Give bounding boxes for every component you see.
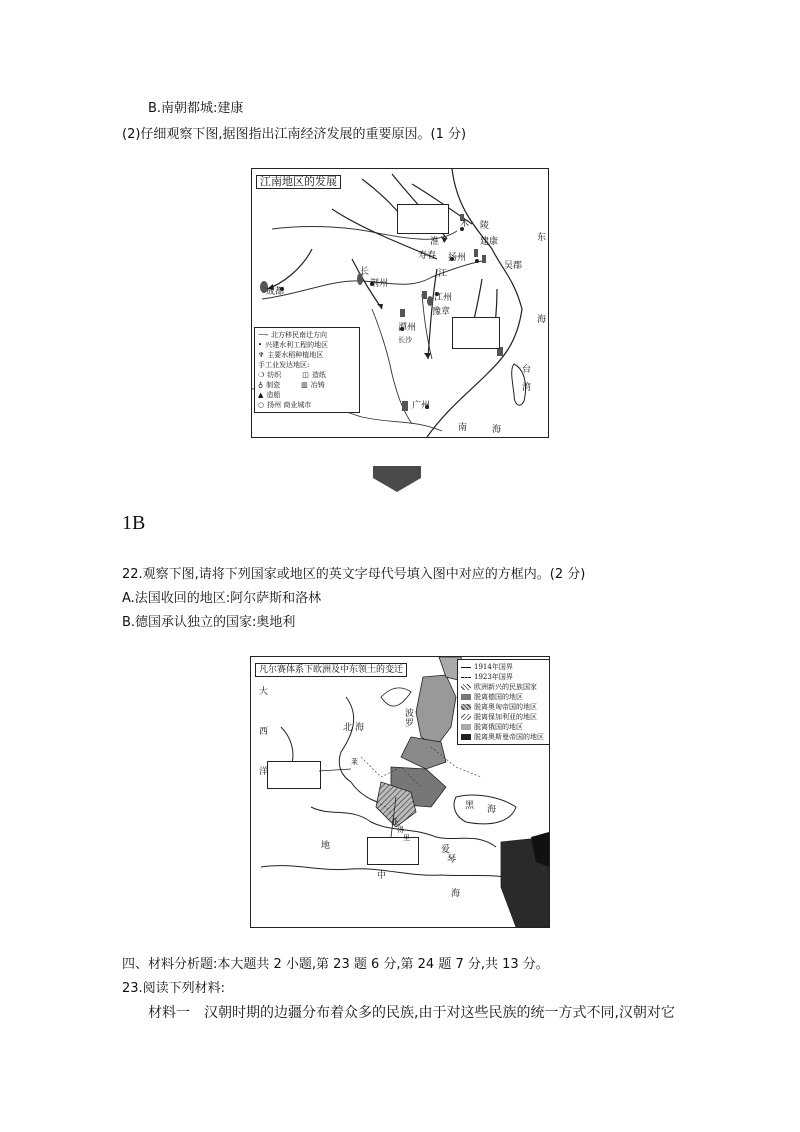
- swatch-icon: [461, 684, 471, 690]
- place-tai: 台: [522, 365, 532, 375]
- legend-row-irrigation: • 兴建水利工程的地区: [258, 341, 329, 349]
- legend-1914-border: 1914年国界: [461, 662, 549, 672]
- legend-row-city: ○ 扬州 商业城市: [258, 401, 312, 409]
- map1-legend: [254, 327, 360, 413]
- smelt-icon: ▥: [301, 381, 308, 389]
- place-zhong: 中: [377, 871, 387, 881]
- legend-row-weave-paper: ❍ 纺织 ◫ 造纸: [258, 371, 326, 379]
- legend-row-migration: ⟶ 北方移民南迁方向: [258, 331, 328, 339]
- ship-icon: ▲: [258, 391, 264, 399]
- place-qin: 琴: [447, 855, 457, 865]
- swatch-icon: [461, 714, 471, 720]
- option-b-text: B.南朝都城:建康: [148, 101, 244, 116]
- answer-text: 1B: [122, 512, 146, 534]
- place-lai: 莱: [351, 758, 358, 766]
- place-jingzhou: 荆州: [370, 279, 389, 289]
- place-hai-med: 海: [451, 889, 461, 899]
- legend-germany: 脱离德国的地区: [461, 692, 549, 702]
- grain-icon: ♆: [258, 351, 265, 359]
- place-dong: 东: [537, 233, 547, 243]
- question-2-prompt: (2)仔细观察下图,据图指出江南经济发展的重要原因。(1 分): [122, 127, 467, 142]
- place-hai-east: 海: [537, 315, 547, 325]
- place-wujun: 吴郡: [504, 261, 523, 271]
- place-bei: 北: [343, 723, 353, 733]
- place-nan: 南: [458, 423, 468, 433]
- place-hai-north: 海: [355, 723, 365, 733]
- place-jiang: 江: [438, 269, 448, 279]
- legend-1923-border: 1923年国界: [461, 672, 549, 682]
- map2-legend: [457, 659, 550, 745]
- migration-arrow-icon: ⟶: [258, 331, 269, 339]
- legend-austria-hungary: 脱离奥匈帝国的地区: [461, 702, 549, 712]
- jiangnan-map: [251, 168, 549, 438]
- place-hai-black: 海: [487, 805, 497, 815]
- dot-icon: •: [258, 341, 263, 349]
- place-ai: 爱: [441, 845, 451, 855]
- legend-ottoman: 脱离奥斯曼帝国的地区: [461, 732, 549, 742]
- legend-row-rice: ♆ 主要水稻种植地区: [258, 351, 324, 359]
- place-yangzhou: 扬州: [448, 253, 467, 263]
- dashed-line-icon: [461, 677, 471, 678]
- swatch-icon: [461, 704, 471, 710]
- place-di: 地: [321, 841, 331, 851]
- place-li: 里: [403, 834, 410, 842]
- map2-title: 凡尔赛体系下欧洲及中东领土的变迁: [255, 663, 407, 677]
- place-changsha: 长沙: [398, 336, 412, 344]
- section-4-heading: 四、材料分析题:本大题共 2 小题,第 23 题 6 分,第 24 题 7 分,共 13 分。: [122, 957, 549, 972]
- legend-russia: 脱离俄国的地区: [461, 722, 549, 732]
- down-arrow-icon: [373, 466, 421, 492]
- swatch-icon: [461, 694, 471, 700]
- place-shouchun: 寿春: [418, 251, 437, 261]
- place-jiankang: 建康: [480, 237, 499, 247]
- place-chengdu: 成都: [266, 287, 285, 297]
- legend-row-ship: ▲ 造船: [258, 391, 281, 399]
- place-de: 得: [397, 826, 404, 834]
- place-luo: 罗: [405, 719, 415, 729]
- question-22-option-b: B.德国承认独立的国家:奥地利: [122, 615, 296, 630]
- legend-row-handicraft: 手工业发达地区:: [258, 361, 310, 369]
- place-jiangzhou: 江州: [434, 293, 453, 303]
- place-huai: 淮: [430, 237, 440, 247]
- weave-icon: ❍: [258, 371, 265, 379]
- answer-box-2[interactable]: [452, 317, 500, 349]
- legend-bulgaria: 脱离保加利亚的地区: [461, 712, 549, 722]
- place-yuzhang: 豫章: [432, 307, 451, 317]
- question-22-option-a: A.法国收回的地区:阿尔萨斯和洛林: [122, 591, 322, 606]
- place-tanzhou: 潭州: [398, 323, 417, 333]
- question-22-prompt: 22.观察下图,请将下列国家或地区的英文字母代号填入图中对应的方框内。(2 分): [122, 567, 586, 582]
- porcelain-icon: ♁: [258, 381, 264, 389]
- place-mu: 木: [460, 219, 470, 229]
- city-icon: ○: [258, 401, 265, 409]
- place-guangzhou: 广州: [412, 401, 431, 411]
- map-title: 江南地区的发展: [256, 175, 341, 189]
- legend-row-porcelain-smelt: ♁ 制瓷 ▥ 冶铸: [258, 381, 325, 389]
- question-23-prompt: 23.阅读下列材料:: [122, 981, 226, 996]
- place-bo: 波: [405, 709, 415, 719]
- answer-box-1[interactable]: [397, 204, 449, 234]
- versailles-map: [250, 656, 550, 928]
- place-wan: 湾: [522, 383, 532, 393]
- place-hei: 黑: [465, 801, 475, 811]
- place-da: 大: [259, 687, 269, 697]
- material-1-text: 材料一 汉朝时期的边疆分布着众多的民族,由于对这些民族的统一方式不同,汉朝对它: [148, 1005, 675, 1021]
- swatch-icon: [461, 734, 471, 740]
- legend-new-states: 欧洲新兴的民族国家: [461, 682, 549, 692]
- paper-icon: ◫: [302, 371, 309, 379]
- place-hai-south: 海: [492, 425, 502, 435]
- place-yang: 洋: [259, 767, 269, 777]
- place-xi: 西: [259, 727, 269, 737]
- swatch-icon: [461, 724, 471, 730]
- line-icon: [461, 667, 471, 668]
- place-ling: 陵: [480, 221, 490, 231]
- place-chang: 长: [360, 267, 370, 277]
- place-ya: 亚: [391, 818, 398, 826]
